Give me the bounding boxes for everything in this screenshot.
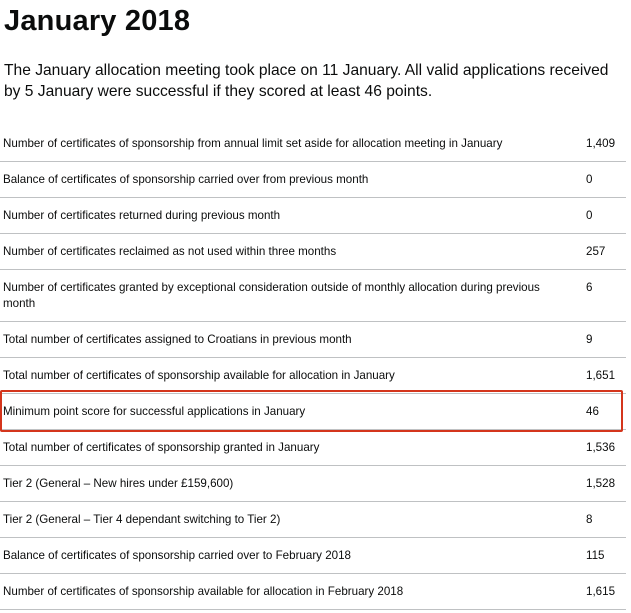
row-value: 1,651 — [582, 358, 626, 394]
row-label: Total number of certificates of sponsorship granted in January — [0, 430, 582, 466]
table-row — [0, 430, 626, 466]
intro-paragraph: The January allocation meeting took place on 11 January. All valid applications received by 5 January were successful if they scored at least 46 points. — [4, 62, 609, 100]
row-label: Minimum point score for successful applications in January — [0, 394, 582, 430]
page-title: January 2018 — [4, 5, 191, 37]
table-row — [0, 270, 626, 322]
row-label: Number of certificates returned during previous month — [0, 198, 582, 234]
row-label: Balance of certificates of sponsorship carried over from previous month — [0, 162, 582, 198]
allocation-table — [0, 126, 626, 610]
row-value: 1,528 — [582, 466, 626, 502]
row-value: 6 — [582, 270, 626, 322]
row-label: Total number of certificates assigned to Croatians in previous month — [0, 322, 582, 358]
table-row-highlighted — [0, 394, 626, 430]
row-value: 0 — [582, 198, 626, 234]
table-row — [0, 126, 626, 162]
table-row — [0, 358, 626, 394]
table-row — [0, 162, 626, 198]
table-row — [0, 322, 626, 358]
row-value: 0 — [582, 162, 626, 198]
row-label: Number of certificates reclaimed as not used within three months — [0, 234, 582, 270]
table-row — [0, 502, 626, 538]
row-value: 8 — [582, 502, 626, 538]
table-row — [0, 574, 626, 610]
row-value: 1,536 — [582, 430, 626, 466]
row-label: Number of certificates granted by exceptional consideration outside of monthly allocation during previous month — [0, 270, 582, 322]
row-value: 257 — [582, 234, 626, 270]
row-label: Number of certificates of sponsorship available for allocation in February 2018 — [0, 574, 582, 610]
row-label: Number of certificates of sponsorship from annual limit set aside for allocation meeting in January — [0, 126, 582, 162]
table-row — [0, 466, 626, 502]
row-label: Tier 2 (General – New hires under £159,600) — [0, 466, 582, 502]
row-label: Total number of certificates of sponsorship available for allocation in January — [0, 358, 582, 394]
row-value: 1,409 — [582, 126, 626, 162]
row-value: 9 — [582, 322, 626, 358]
table-row — [0, 538, 626, 574]
row-value: 46 — [582, 394, 626, 430]
row-value: 1,615 — [582, 574, 626, 610]
row-value: 115 — [582, 538, 626, 574]
row-label: Tier 2 (General – Tier 4 dependant switching to Tier 2) — [0, 502, 582, 538]
row-label: Balance of certificates of sponsorship carried over to February 2018 — [0, 538, 582, 574]
table-row — [0, 198, 626, 234]
table-row — [0, 234, 626, 270]
